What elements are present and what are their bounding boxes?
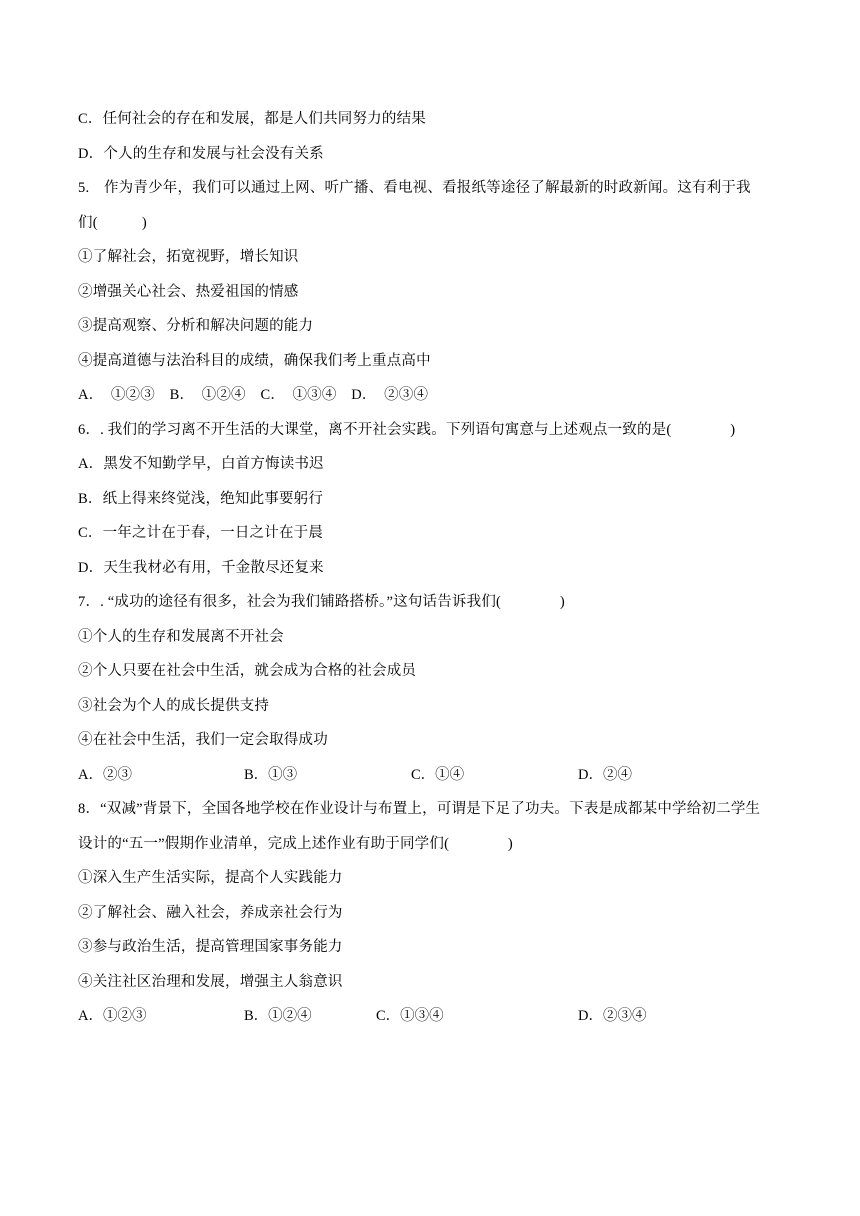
q5-statement-4: ④提高道德与法治科目的成绩，确保我们考上重点高中 [78, 353, 431, 369]
q5-statement-1: ①了解社会，拓宽视野，增长知识 [78, 249, 299, 265]
q5-stem-line-1: 5. 作为青少年，我们可以通过上网、听广播、看电视、看报纸等途径了解最新的时政新闻。这有利于我 [78, 180, 751, 196]
q7-statement-3: ③社会为个人的成长提供支持 [78, 698, 270, 714]
q7-stem: 7．. “成功的途径有很多，社会为我们铺路搭桥。”这句话告诉我们( ) [78, 594, 565, 610]
q8-option-a: A．①②③ [78, 1008, 147, 1024]
q6-option-b: B．纸上得来终觉浅，绝知此事要躬行 [78, 491, 324, 507]
q7-option-c: C．①④ [411, 767, 465, 783]
q7-statement-2: ②个人只要在社会中生活，就会成为合格的社会成员 [78, 663, 417, 679]
q5-options: A． ①②③ B． ①②④ C． ①③④ D． ②③④ [78, 387, 429, 403]
q8-stem-line-2: 设计的“五一”假期作业清单，完成上述作业有助于同学们( ) [78, 836, 513, 852]
q6-option-c: C．一年之计在于春，一日之计在于晨 [78, 525, 324, 541]
q7-option-a: A．②③ [78, 767, 132, 783]
q8-stem-line-1: 8．“双减”背景下，全国各地学校在作业设计与布置上，可谓是下足了功夫。下表是成都某中学给初二学生 [78, 801, 761, 817]
q8-option-b: B．①②④ [244, 1008, 312, 1024]
q8-statement-4: ④关注社区治理和发展，增强主人翁意识 [78, 974, 343, 990]
q5-stem-line-2: 们( ) [78, 215, 147, 231]
q8-option-c: C．①③④ [376, 1008, 444, 1024]
q7-option-b: B．①③ [244, 767, 298, 783]
q8-statement-1: ①深入生产生活实际，提高个人实践能力 [78, 870, 343, 886]
q6-option-d: D．天生我材必有用，千金散尽还复来 [78, 560, 324, 576]
q5-statement-2: ②增强关心社会、热爱祖国的情感 [78, 284, 299, 300]
q6-stem: 6．. 我们的学习离不开生活的大课堂，离不开社会实践。下列语句寓意与上述观点一致的是( ) [78, 422, 736, 438]
q4-option-d: D．个人的生存和发展与社会没有关系 [78, 146, 324, 162]
q7-statement-1: ①个人的生存和发展离不开社会 [78, 629, 284, 645]
q8-options [78, 1006, 647, 1126]
q6-option-a: A．黑发不知勤学早，白首方悔读书迟 [78, 456, 324, 472]
q7-statement-4: ④在社会中生活，我们一定会取得成功 [78, 732, 328, 748]
q8-statement-2: ②了解社会、融入社会，养成亲社会行为 [78, 905, 343, 921]
q4-option-c: C．任何社会的存在和发展，都是人们共同努力的结果 [78, 111, 426, 127]
q8-statement-3: ③参与政治生活，提高管理国家事务能力 [78, 939, 343, 955]
q8-option-d: D．②③④ [578, 1008, 647, 1024]
q7-option-d: D．②④ [578, 767, 632, 783]
q5-statement-3: ③提高观察、分析和解决问题的能力 [78, 318, 314, 334]
